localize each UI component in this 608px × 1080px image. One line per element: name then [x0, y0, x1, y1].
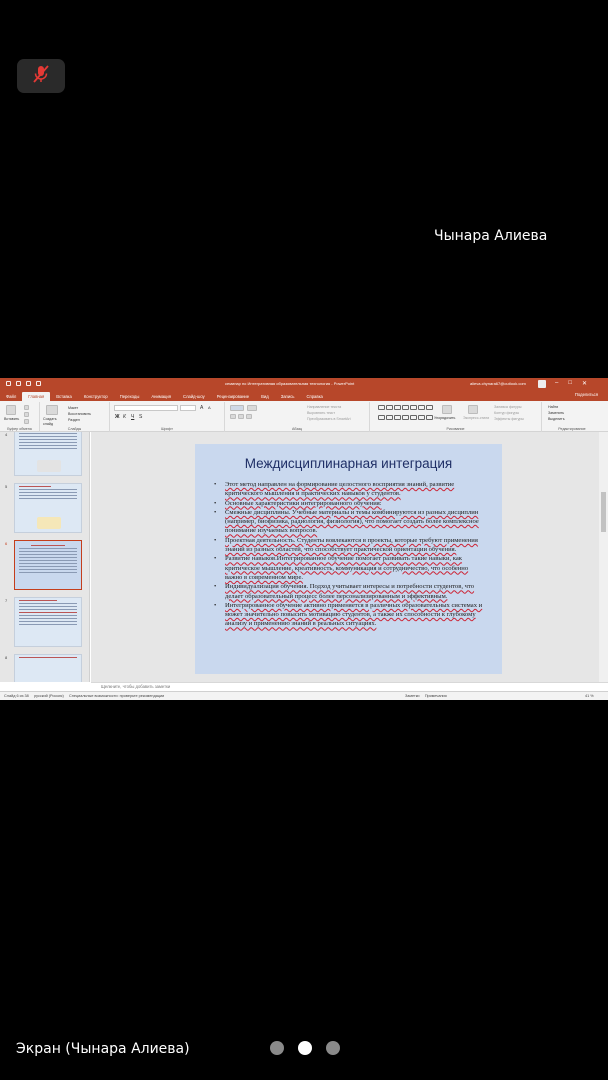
quick-styles-icon[interactable] — [468, 405, 478, 414]
vertical-scrollbar[interactable] — [599, 432, 608, 682]
notes-pane[interactable] — [91, 682, 608, 691]
tab-file[interactable]: Файл — [6, 394, 17, 399]
slide-thumbnails-panel[interactable] — [0, 432, 90, 682]
copy-icon[interactable] — [24, 412, 29, 417]
bullet-item: • Основные характеристики интегрированного обучения: — [209, 499, 486, 508]
redo-icon[interactable] — [26, 381, 31, 386]
ribbon-tabs — [0, 390, 608, 401]
group-label: Слайды — [67, 427, 82, 431]
group-paragraph — [225, 402, 370, 432]
shapes-gallery[interactable] — [378, 405, 430, 423]
slide-title[interactable]: Междисциплинарная интеграция — [244, 456, 453, 471]
share-button[interactable]: Поделиться — [574, 392, 598, 397]
thumb-number: 7 — [5, 598, 8, 603]
slide-thumbnail[interactable] — [14, 597, 82, 647]
group-clipboard — [0, 402, 40, 432]
slide-editor[interactable] — [91, 432, 599, 682]
align-text-button[interactable]: Выровнять текст — [307, 411, 335, 415]
slide-thumbnail[interactable] — [14, 432, 82, 476]
align-right-icon[interactable] — [246, 414, 252, 419]
tab-view[interactable]: Вид — [261, 394, 269, 399]
quick-access-toolbar[interactable] — [6, 381, 41, 386]
shadow-icon[interactable]: S — [139, 414, 143, 420]
text-direction-button[interactable]: Направление текста — [307, 405, 342, 409]
shape-fill-button[interactable]: Заливка фигуры — [494, 405, 522, 409]
bullet-item: • Этот метод направлен на формирование целостного восприятия знаний, развитие критического мышления и практических навыков у студентов. — [209, 480, 486, 499]
tab-animations[interactable]: Анимация — [151, 394, 172, 399]
group-label: Редактирование — [558, 427, 586, 431]
screen-share-label: Экран (Чынара Алиева) — [16, 1041, 190, 1057]
find-button[interactable]: Найти — [548, 405, 559, 409]
current-slide[interactable] — [195, 444, 502, 674]
notes-placeholder: Щелкните, чтобы добавить заметки — [101, 684, 171, 689]
slide-thumbnail[interactable] — [14, 654, 82, 682]
page-dot[interactable] — [270, 1041, 284, 1055]
avatar[interactable] — [538, 380, 546, 388]
zoom-level[interactable]: 41 % — [585, 694, 594, 698]
bullet-item: • Смежные дисциплины. Учебные материалы и темы комбинируются из разных дисциплин (например, биофизика, радиология, физиология), что помогает создать более комплексное понимание изучаемых вопросов. — [209, 508, 486, 536]
new-slide-icon[interactable] — [46, 405, 58, 415]
new-slide-button[interactable]: Создать слайд — [43, 417, 57, 426]
arrange-button[interactable]: Упорядочить — [434, 416, 456, 420]
underline-icon[interactable]: Ч — [131, 414, 135, 420]
save-icon[interactable] — [6, 381, 11, 386]
paste-button[interactable]: Вставить — [4, 417, 20, 421]
group-label: Шрифт — [161, 427, 173, 431]
paste-icon[interactable] — [6, 405, 16, 415]
bullet-item: • Проектная деятельность. Студенты вовлекаются в проекты, которые требуют применения знаний из разных областей, что способствует практической ориентации обучения. — [209, 536, 486, 555]
group-editing — [542, 402, 602, 432]
comments-toggle[interactable]: Примечания — [424, 694, 447, 698]
group-label: Абзац — [291, 427, 303, 431]
arrange-icon[interactable] — [442, 405, 452, 414]
undo-icon[interactable] — [16, 381, 21, 386]
replace-button[interactable]: Заменить — [548, 411, 565, 415]
italic-icon[interactable]: К — [123, 414, 126, 420]
maximize-icon[interactable]: □ — [568, 380, 572, 386]
thumb-number: 4 — [5, 432, 8, 437]
group-drawing — [370, 402, 542, 432]
grow-font-icon[interactable]: A — [200, 405, 204, 411]
ribbon — [0, 401, 608, 432]
thumb-number: 8 — [5, 655, 8, 660]
ppt-title-bar — [0, 378, 608, 390]
page-dot-active[interactable] — [298, 1041, 312, 1055]
status-right — [405, 694, 447, 698]
group-font — [110, 402, 225, 432]
tab-insert[interactable]: Вставка — [56, 394, 72, 399]
group-label: Рисование — [446, 427, 465, 431]
slide-thumbnail-selected[interactable] — [14, 540, 82, 590]
accessibility-status[interactable]: Специальные возможности: проверьте рекомендации — [69, 694, 165, 698]
thumb-number: 5 — [5, 484, 8, 489]
shape-effects-button[interactable]: Эффекты фигуры — [494, 417, 524, 421]
window-controls — [555, 380, 587, 387]
document-title: семинар по Интегративная образовательная технология - PowerPoint — [225, 381, 355, 386]
slide-bullet-list[interactable] — [209, 480, 486, 629]
section-button[interactable]: Раздел — [68, 418, 80, 422]
font-name-select[interactable] — [114, 405, 178, 411]
quick-styles-button[interactable]: Экспресс-стили — [463, 416, 490, 420]
participant-name: Чынара Алиева — [434, 228, 548, 244]
format-painter-icon[interactable] — [24, 419, 29, 424]
slide-thumbnail[interactable] — [14, 483, 82, 533]
tab-record[interactable]: Запись — [280, 394, 295, 399]
minimize-icon[interactable]: – — [555, 380, 559, 386]
account-email[interactable]: alieva.chynara67@outlook.com — [470, 381, 526, 386]
notes-toggle[interactable]: Заметки — [405, 694, 420, 698]
smartart-button[interactable]: Преобразовать в SmartArt — [307, 417, 351, 421]
shared-screen[interactable] — [0, 378, 608, 700]
bullet-item: • Развитие навыков.Интегрированное обучение помогает развивать такие навыки, как критическое мышление, креативность, коммуникация и сотрудничество, что особенно важно в современном мире. — [209, 554, 486, 582]
shape-outline-button[interactable]: Контур фигуры — [494, 411, 520, 415]
bold-icon[interactable]: Ж — [115, 414, 120, 420]
tab-review[interactable]: Рецензирование — [216, 394, 250, 399]
bullet-item: • Индивидуализация обучения. Подход учитывает интересы и потребности студентов, что делает образовательный процесс более персонализированным и эффективным. — [209, 582, 486, 601]
align-center-icon[interactable] — [238, 414, 244, 419]
align-left-icon[interactable] — [230, 414, 236, 419]
tab-design[interactable]: Конструктор — [83, 394, 108, 399]
status-bar — [0, 691, 608, 700]
bullet-item: • Интегрированное обучение активно применяется в различных образовательных системах и может значительно повысить мотивацию студентов, а также их способности к глубокому анализу и применению знаний в реальных ситуациях. — [209, 601, 486, 629]
numbering-icon[interactable] — [247, 405, 257, 411]
language-indicator[interactable]: русский (Россия) — [34, 694, 64, 698]
slide-counter: Слайд 6 из 38 — [4, 694, 29, 698]
page-dot[interactable] — [326, 1041, 340, 1055]
page-indicator[interactable] — [270, 1041, 340, 1055]
shrink-font-icon[interactable]: A — [208, 405, 211, 410]
status-left — [4, 694, 164, 698]
mic-muted-icon — [31, 64, 51, 89]
tab-help[interactable]: Справка — [306, 394, 323, 399]
layout-button[interactable]: Макет — [68, 406, 79, 410]
tab-transitions[interactable]: Переходы — [119, 394, 140, 399]
group-label: Буфер обмена — [7, 427, 32, 431]
group-slides — [40, 402, 110, 432]
font-size-select[interactable] — [180, 405, 196, 411]
scrollbar-thumb[interactable] — [601, 492, 606, 532]
close-icon[interactable]: ✕ — [581, 381, 587, 387]
present-icon[interactable] — [36, 381, 41, 386]
mute-button[interactable] — [17, 59, 65, 93]
tab-slideshow[interactable]: Слайд-шоу — [183, 394, 205, 399]
bullets-icon[interactable] — [230, 405, 244, 411]
select-button[interactable]: Выделить — [548, 417, 565, 421]
tab-home[interactable]: Главная — [22, 392, 50, 401]
reset-button[interactable]: Восстановить — [68, 412, 92, 416]
thumb-number: 6 — [5, 541, 8, 546]
cut-icon[interactable] — [24, 405, 29, 410]
